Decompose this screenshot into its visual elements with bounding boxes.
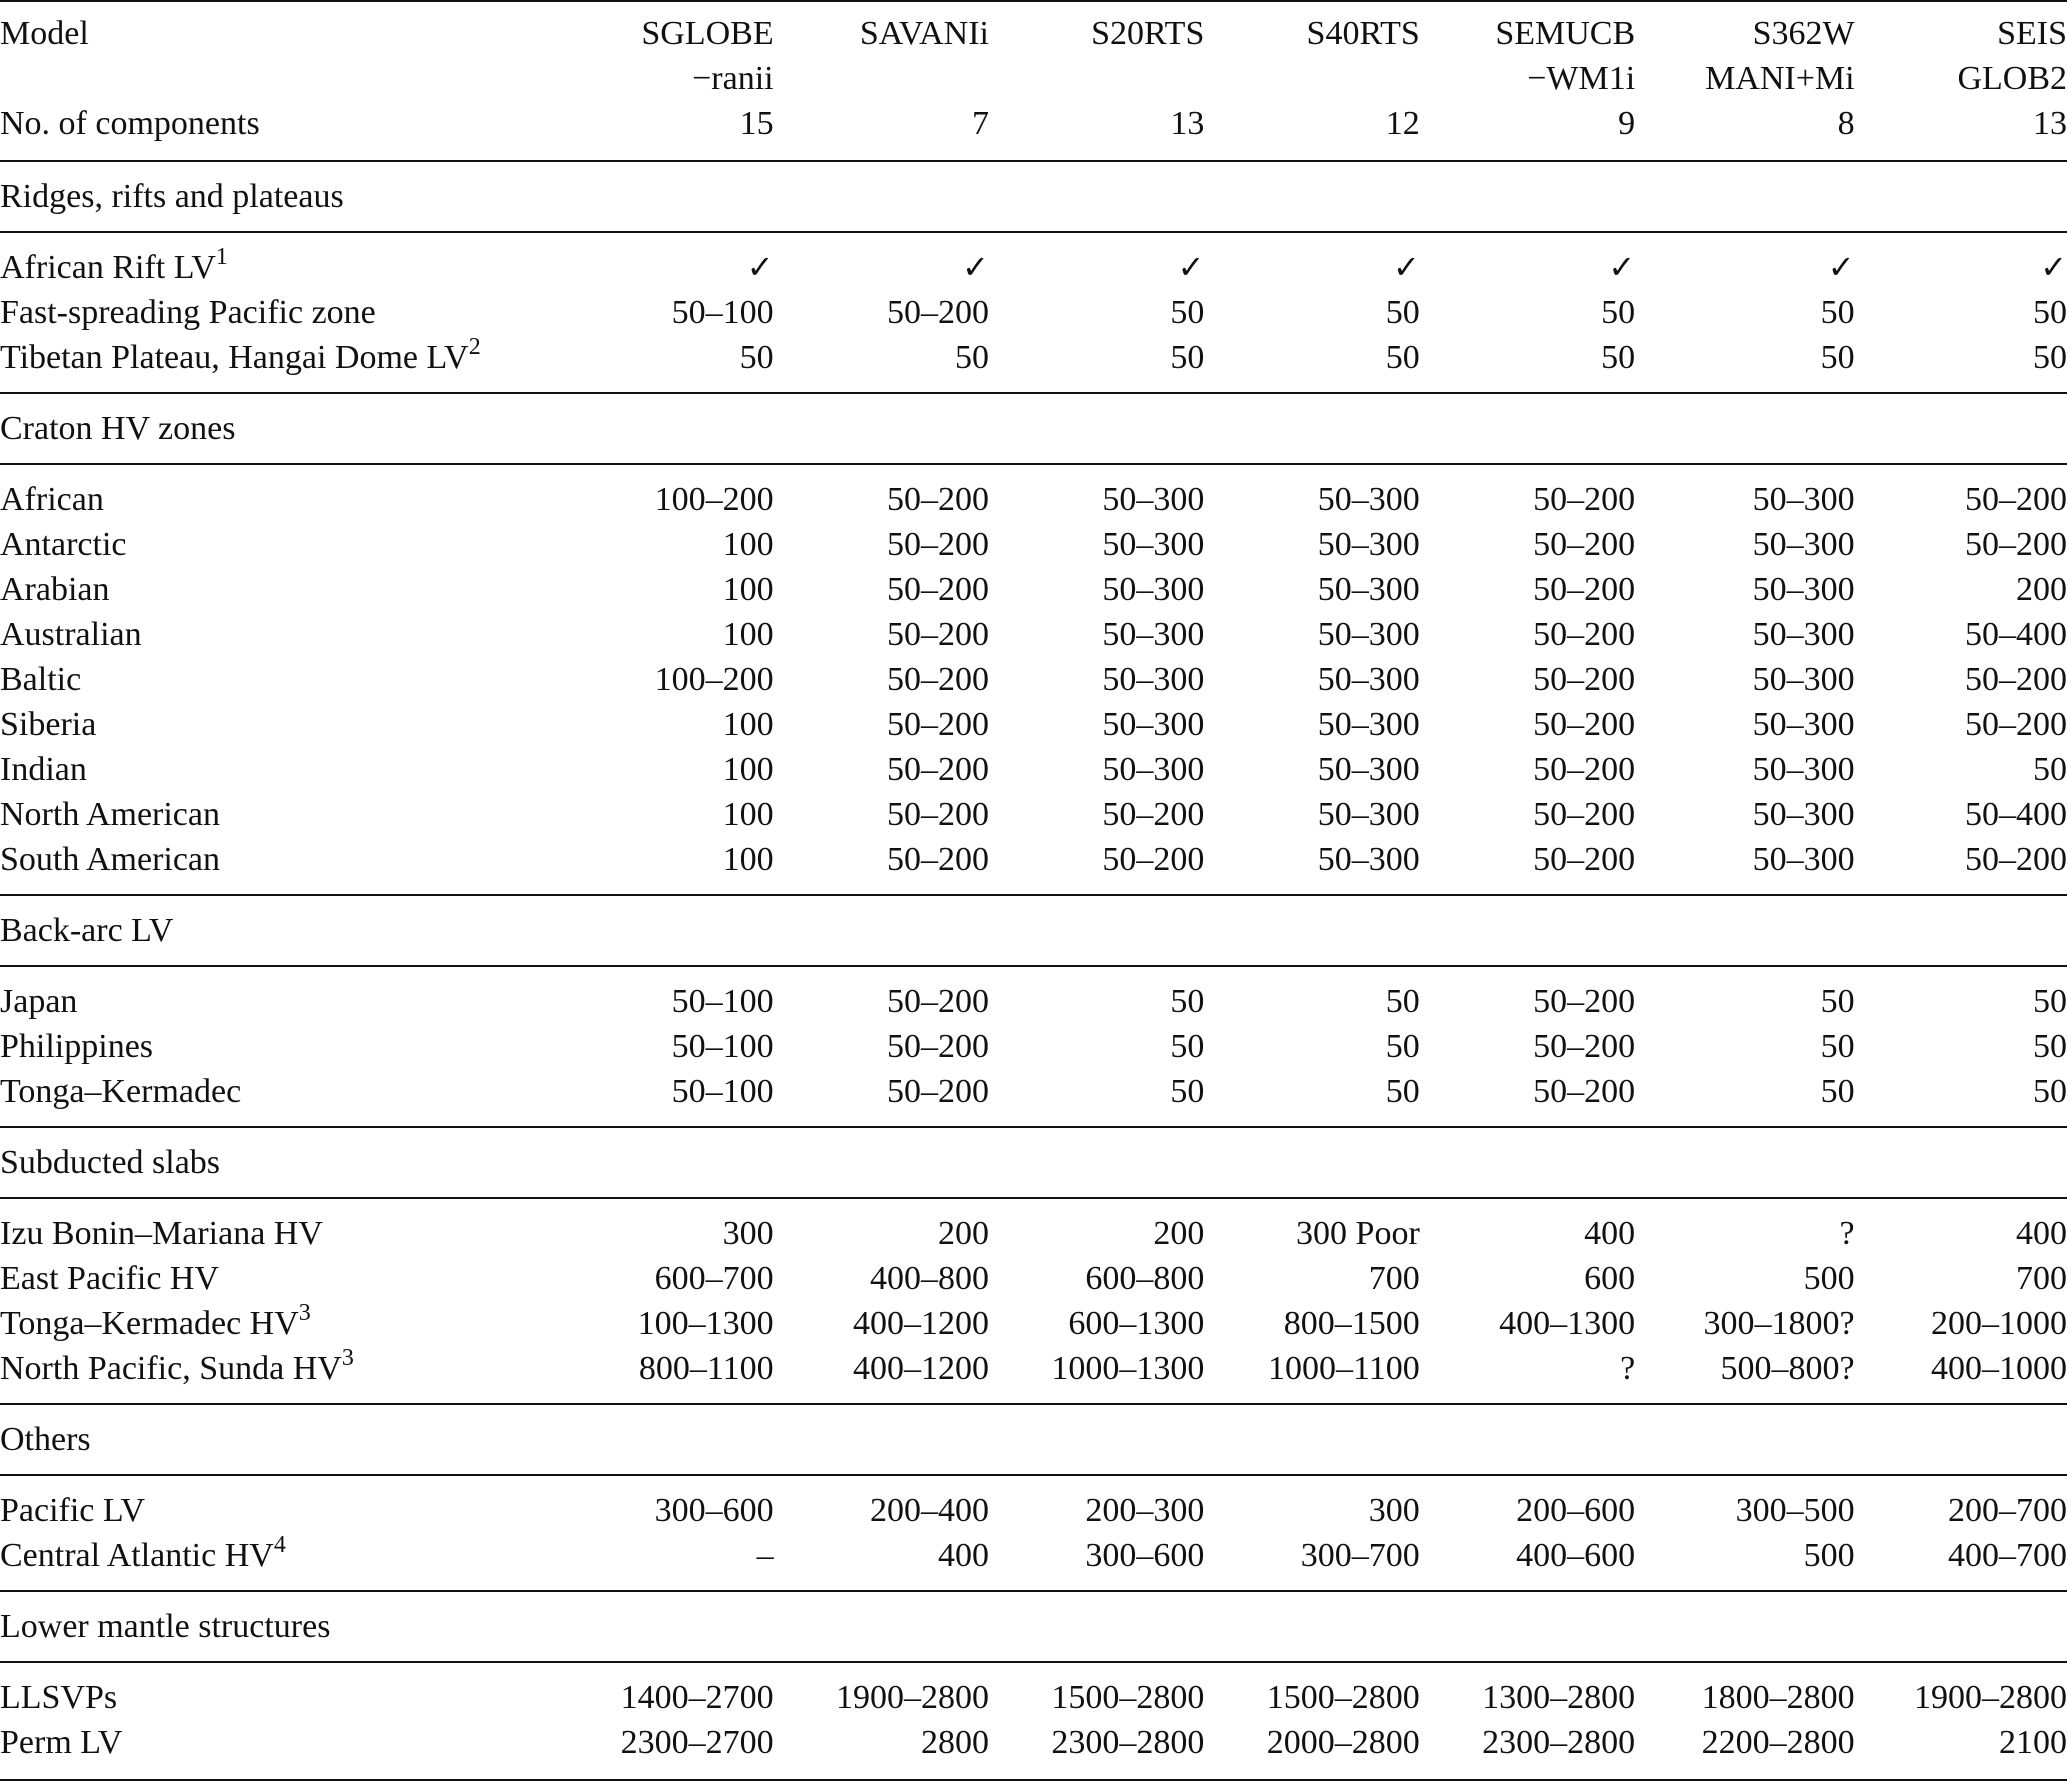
footnote-marker: 2 xyxy=(468,334,481,360)
section-title: Subducted slabs xyxy=(0,1127,2067,1198)
section-title: Ridges, rifts and plateaus xyxy=(0,161,2067,232)
table-cell: 50 xyxy=(1385,339,1420,376)
row-label xyxy=(0,837,526,895)
row-label-text: LLSVPs xyxy=(0,1679,118,1716)
table-cell: 600 xyxy=(1584,1260,1636,1297)
table-cell: 50–300 xyxy=(1317,841,1420,878)
table-cell: 500 xyxy=(1803,1537,1855,1574)
table-row xyxy=(0,567,2067,612)
table-row xyxy=(0,1024,2067,1069)
table-cell: 50 xyxy=(1635,966,1854,1024)
table-cell: 50 xyxy=(1385,1073,1420,1110)
table-cell: 1000–1100 xyxy=(1268,1350,1420,1387)
table-cell: 800–1500 xyxy=(1283,1305,1420,1342)
table-row xyxy=(0,1662,2067,1720)
table-cell: 100 xyxy=(722,751,774,788)
table-cell: 50–300 xyxy=(1752,751,1855,788)
components-header-label: No. of components xyxy=(0,105,260,142)
table-cell: 2000–2800 xyxy=(1204,1720,1419,1780)
table-cell: 200–600 xyxy=(1420,1475,1635,1533)
table-cell: 400–1200 xyxy=(852,1305,989,1342)
table-cell: 2200–2800 xyxy=(1635,1720,1854,1780)
table-cell: 200 xyxy=(989,1198,1204,1256)
table-cell: 50–300 xyxy=(1752,841,1855,878)
table-cell: 300 Poor xyxy=(1204,1198,1419,1256)
check-icon: ✓ xyxy=(1635,232,1854,290)
table-cell: 50–300 xyxy=(1317,526,1420,563)
row-label-text: African Rift LV xyxy=(0,249,216,286)
table-cell: 400–1200 xyxy=(852,1350,989,1387)
table-cell: 400 xyxy=(1855,1198,2067,1256)
table-cell: 50–300 xyxy=(1317,751,1420,788)
row-label-text: Antarctic xyxy=(0,526,127,563)
model-name-s362w: S362W MANI+Mi xyxy=(1635,1,1854,101)
table-cell: 50–100 xyxy=(671,1028,774,1065)
table-cell: 50 xyxy=(2033,751,2067,788)
row-label-text: North American xyxy=(0,796,220,833)
components-count: 12 xyxy=(1385,105,1420,142)
table-cell: 50 xyxy=(1385,1028,1420,1065)
table-row xyxy=(0,1475,2067,1533)
table-cell: 100 xyxy=(722,706,774,743)
row-label-text: Japan xyxy=(0,983,78,1020)
table-cell: 1900–2800 xyxy=(774,1662,989,1720)
table-cell: 50–300 xyxy=(1752,616,1855,653)
table-cell: 1500–2800 xyxy=(989,1662,1204,1720)
table-row xyxy=(0,522,2067,567)
table-cell: 50–200 xyxy=(886,526,989,563)
table-cell: 1500–2800 xyxy=(1204,1662,1419,1720)
table-row xyxy=(0,232,2067,290)
row-label xyxy=(0,1662,526,1720)
table-cell: 1900–2800 xyxy=(1855,1662,2067,1720)
row-label xyxy=(0,567,526,612)
table-cell: 50–300 xyxy=(1102,661,1205,698)
table-cell: 50 xyxy=(1204,966,1419,1024)
components-count: 7 xyxy=(971,105,989,142)
table-cell: 50 xyxy=(1170,1028,1205,1065)
table-cell: 50–200 xyxy=(1965,526,2067,563)
row-label xyxy=(0,657,526,702)
table-cell: 50–300 xyxy=(1752,661,1855,698)
table-cell: 50–300 xyxy=(1635,464,1854,522)
table-cell: 2300–2800 xyxy=(1420,1720,1635,1780)
table-row xyxy=(0,657,2067,702)
table-cell: 50–200 xyxy=(1102,841,1205,878)
table-cell: 50 xyxy=(1855,966,2067,1024)
table-cell: 300–500 xyxy=(1635,1475,1854,1533)
table-row xyxy=(0,464,2067,522)
model-name-semucb: SEMUCB −WM1i xyxy=(1420,1,1635,101)
section-title: Back-arc LV xyxy=(0,895,2067,966)
table-cell: 50–300 xyxy=(1317,796,1420,833)
section-header-row xyxy=(0,895,2067,966)
model-name-sglobe: SGLOBE −ranii xyxy=(526,1,774,101)
footnote-marker: 1 xyxy=(215,244,228,270)
table-cell: 50–300 xyxy=(1102,706,1205,743)
table-cell: 50 xyxy=(1820,1028,1855,1065)
row-label xyxy=(0,1533,526,1591)
table-cell: 100–1300 xyxy=(637,1305,774,1342)
table-cell: 50–300 xyxy=(1317,706,1420,743)
table-cell: 400–1000 xyxy=(1931,1350,2067,1387)
table-cell: 1300–2800 xyxy=(1420,1662,1635,1720)
table-cell: 1000–1300 xyxy=(1051,1350,1205,1387)
table-cell: 600–700 xyxy=(654,1260,774,1297)
table-cell: 50–300 xyxy=(1102,571,1205,608)
row-label xyxy=(0,1475,526,1533)
table-row xyxy=(0,792,2067,837)
table-cell: 50–200 xyxy=(1533,1073,1636,1110)
table-cell: 50–300 xyxy=(1317,571,1420,608)
table-cell: 50 xyxy=(2033,1073,2067,1110)
table-cell: 50–300 xyxy=(1102,526,1205,563)
table-cell: 50 xyxy=(1601,294,1636,331)
row-label-text: Tonga–Kermadec HV xyxy=(0,1305,299,1342)
table-cell: 50–200 xyxy=(1533,796,1636,833)
table-cell: 50–100 xyxy=(671,1073,774,1110)
row-label-text: Indian xyxy=(0,751,87,788)
table-cell: 50–100 xyxy=(671,294,774,331)
table-cell: 50–300 xyxy=(1204,464,1419,522)
table-cell: – xyxy=(756,1537,774,1574)
table-cell: 200 xyxy=(774,1198,989,1256)
components-count: 15 xyxy=(739,105,774,142)
table-cell: 2300–2800 xyxy=(989,1720,1204,1780)
row-label-text: Australian xyxy=(0,616,142,653)
table-cell: 50–200 xyxy=(886,661,989,698)
row-label xyxy=(0,290,526,335)
row-label-text: Baltic xyxy=(0,661,82,698)
row-label xyxy=(0,1024,526,1069)
table-cell: 200–700 xyxy=(1855,1475,2067,1533)
section-title: Lower mantle structures xyxy=(0,1591,2067,1662)
row-label-text: Siberia xyxy=(0,706,97,743)
components-count: 8 xyxy=(1837,105,1855,142)
row-label xyxy=(0,1198,526,1256)
row-label-text: African xyxy=(0,481,104,518)
table-cell: 300 xyxy=(1204,1475,1419,1533)
table-cell: 100 xyxy=(722,841,774,878)
table-row xyxy=(0,966,2067,1024)
check-icon: ✓ xyxy=(1204,232,1419,290)
table-cell: 800–1100 xyxy=(638,1350,774,1387)
model-name-s40rts: S40RTS xyxy=(1204,1,1419,101)
table-cell: 50–100 xyxy=(526,966,774,1024)
row-label xyxy=(0,747,526,792)
components-count: 13 xyxy=(2033,105,2067,142)
row-label-text: Fast-spreading Pacific zone xyxy=(0,294,376,331)
table-cell: 200–1000 xyxy=(1931,1305,2067,1342)
table-row xyxy=(0,290,2067,335)
table-cell: 50–200 xyxy=(1533,616,1636,653)
table-cell: 300–700 xyxy=(1300,1537,1420,1574)
table-row xyxy=(0,1533,2067,1591)
section-header-row xyxy=(0,1127,2067,1198)
table-cell: 2800 xyxy=(774,1720,989,1780)
row-label xyxy=(0,702,526,747)
table-cell: 300 xyxy=(526,1198,774,1256)
table-cell: 50–200 xyxy=(1855,464,2067,522)
table-cell: 50 xyxy=(1601,339,1636,376)
table-row xyxy=(0,837,2067,895)
table-row xyxy=(0,702,2067,747)
row-label xyxy=(0,464,526,522)
table-cell: 100 xyxy=(722,616,774,653)
table-cell: 300–600 xyxy=(1085,1537,1205,1574)
table-cell: 50–200 xyxy=(1533,751,1636,788)
table-cell: 50 xyxy=(954,339,989,376)
row-label xyxy=(0,1256,526,1301)
table-cell: 400 xyxy=(937,1537,989,1574)
table-cell: 200–400 xyxy=(774,1475,989,1533)
model-header-label: Model xyxy=(0,1,526,101)
table-cell: 50–200 xyxy=(1533,571,1636,608)
table-cell: 50 xyxy=(1170,1073,1205,1110)
table-cell: 50–200 xyxy=(886,1073,989,1110)
row-label xyxy=(0,522,526,567)
table-cell: 100–200 xyxy=(526,464,774,522)
table-cell: 50 xyxy=(1170,339,1205,376)
table-cell: 600–1300 xyxy=(1068,1305,1205,1342)
table-cell: 700 xyxy=(1368,1260,1420,1297)
table-cell: 50–200 xyxy=(1533,706,1636,743)
section-header-row xyxy=(0,161,2067,232)
table-cell: 400 xyxy=(1420,1198,1635,1256)
table-row xyxy=(0,747,2067,792)
row-label-text: East Pacific HV xyxy=(0,1260,220,1297)
section-title: Craton HV zones xyxy=(0,393,2067,464)
components-count: 9 xyxy=(1618,105,1636,142)
row-label-text: Tibetan Plateau, Hangai Dome LV xyxy=(0,339,469,376)
table-row xyxy=(0,1198,2067,1256)
table-cell: 500–800? xyxy=(1720,1350,1855,1387)
table-row xyxy=(0,1256,2067,1301)
table-cell: 50 xyxy=(1385,294,1420,331)
table-cell: 50–200 xyxy=(1533,661,1636,698)
table-cell: 1800–2800 xyxy=(1635,1662,1854,1720)
row-label xyxy=(0,335,526,393)
table-cell: 50 xyxy=(989,966,1204,1024)
check-icon: ✓ xyxy=(1855,232,2067,290)
table-cell: 50–200 xyxy=(1965,841,2067,878)
table-cell: 50–400 xyxy=(1965,796,2067,833)
table-cell: 50–300 xyxy=(989,464,1204,522)
row-label xyxy=(0,232,526,290)
table-cell: 2300–2700 xyxy=(526,1720,774,1780)
table-cell: 50–200 xyxy=(886,616,989,653)
table-row xyxy=(0,1069,2067,1127)
row-label-text: Pacific LV xyxy=(0,1492,146,1529)
table-cell: 50 xyxy=(2033,339,2067,376)
table-cell: 700 xyxy=(2016,1260,2067,1297)
row-label-text: Perm LV xyxy=(0,1724,123,1761)
row-label xyxy=(0,1720,526,1780)
table-row xyxy=(0,335,2067,393)
check-icon: ✓ xyxy=(526,232,774,290)
table-cell: 50–200 xyxy=(1533,526,1636,563)
table-cell: 50–200 xyxy=(1102,796,1205,833)
model-name-savani: SAVANIi xyxy=(774,1,989,101)
section-header-row xyxy=(0,1404,2067,1475)
table-cell: 50–200 xyxy=(886,841,989,878)
table-cell: 50–200 xyxy=(1965,706,2067,743)
header-row-models xyxy=(0,1,2067,101)
table-cell: 300–600 xyxy=(526,1475,774,1533)
table-cell: 50 xyxy=(1820,339,1855,376)
table-cell: 100 xyxy=(722,526,774,563)
table-cell: 50–200 xyxy=(886,706,989,743)
table-cell: 200 xyxy=(2016,571,2067,608)
row-label xyxy=(0,966,526,1024)
table-cell: 100 xyxy=(722,796,774,833)
table-cell: 50–300 xyxy=(1752,706,1855,743)
row-label-text: Tonga–Kermadec xyxy=(0,1073,242,1110)
row-label-text: North Pacific, Sunda HV xyxy=(0,1350,342,1387)
table-cell: 50–200 xyxy=(1965,661,2067,698)
table-cell: 50 xyxy=(2033,1028,2067,1065)
row-label-text: Philippines xyxy=(0,1028,154,1065)
check-icon: ✓ xyxy=(774,232,989,290)
table-cell: 50–200 xyxy=(886,571,989,608)
table-cell: 400–800 xyxy=(869,1260,989,1297)
table-cell: 50–200 xyxy=(1420,966,1635,1024)
table-row xyxy=(0,612,2067,657)
table-cell: 50–300 xyxy=(1752,796,1855,833)
table-cell: 500 xyxy=(1803,1260,1855,1297)
table-cell: 50–200 xyxy=(774,966,989,1024)
table-cell: 50–200 xyxy=(1533,841,1636,878)
row-label xyxy=(0,612,526,657)
model-name-seis: SEIS GLOB2 xyxy=(1855,1,2067,101)
table-cell: 50 xyxy=(1820,294,1855,331)
table-cell: 50–300 xyxy=(1317,661,1420,698)
table-cell: ? xyxy=(1635,1198,1854,1256)
table-cell: ? xyxy=(1620,1350,1636,1387)
table-cell: 50–200 xyxy=(886,796,989,833)
check-icon: ✓ xyxy=(989,232,1204,290)
table-cell: 50–300 xyxy=(1102,751,1205,788)
row-label xyxy=(0,1346,526,1404)
table-row xyxy=(0,1301,2067,1346)
table-body xyxy=(0,1,2067,1780)
table-cell: 50 xyxy=(739,339,774,376)
row-label xyxy=(0,1069,526,1127)
row-label-text: South American xyxy=(0,841,221,878)
table-cell: 300–1800? xyxy=(1703,1305,1855,1342)
table-cell: 50–200 xyxy=(886,294,989,331)
header-row-components xyxy=(0,101,2067,161)
section-title: Others xyxy=(0,1404,2067,1475)
table-cell: 200–300 xyxy=(989,1475,1204,1533)
table-cell: 50–300 xyxy=(1752,571,1855,608)
table-row xyxy=(0,1720,2067,1780)
section-header-row xyxy=(0,1591,2067,1662)
table-cell: 50–200 xyxy=(1533,1028,1636,1065)
table-row xyxy=(0,1346,2067,1404)
table-cell: 50–300 xyxy=(1752,526,1855,563)
table-cell: 50–200 xyxy=(774,464,989,522)
row-label-text: Arabian xyxy=(0,571,110,608)
table-cell: 100–200 xyxy=(654,661,774,698)
footnote-marker: 3 xyxy=(341,1345,354,1371)
table-cell: 2100 xyxy=(1855,1720,2067,1780)
table-cell: 600–800 xyxy=(1085,1260,1205,1297)
table-cell: 400–700 xyxy=(1948,1537,2067,1574)
row-label xyxy=(0,792,526,837)
footnote-marker: 3 xyxy=(298,1300,311,1326)
table-cell: 50 xyxy=(2033,294,2067,331)
table-cell: 50 xyxy=(1820,1073,1855,1110)
check-icon: ✓ xyxy=(1420,232,1635,290)
table-cell: 1400–2700 xyxy=(526,1662,774,1720)
row-label-text: Central Atlantic HV xyxy=(0,1537,274,1574)
footnote-marker: 4 xyxy=(273,1532,286,1558)
table-cell: 50–200 xyxy=(886,1028,989,1065)
table-cell: 50–300 xyxy=(1102,616,1205,653)
table-cell: 50–400 xyxy=(1965,616,2067,653)
row-label xyxy=(0,1301,526,1346)
table-cell: 400–600 xyxy=(1516,1537,1636,1574)
table-cell: 50–200 xyxy=(886,751,989,788)
table-cell: 50–200 xyxy=(1420,464,1635,522)
table-cell: 100 xyxy=(722,571,774,608)
table-cell: 50–300 xyxy=(1317,616,1420,653)
table-cell: 50 xyxy=(1170,294,1205,331)
model-name-s20rts: S20RTS xyxy=(989,1,1204,101)
row-label-text: Izu Bonin–Mariana HV xyxy=(0,1215,323,1252)
components-count: 13 xyxy=(1170,105,1205,142)
section-header-row xyxy=(0,393,2067,464)
table-cell: 400–1300 xyxy=(1499,1305,1636,1342)
